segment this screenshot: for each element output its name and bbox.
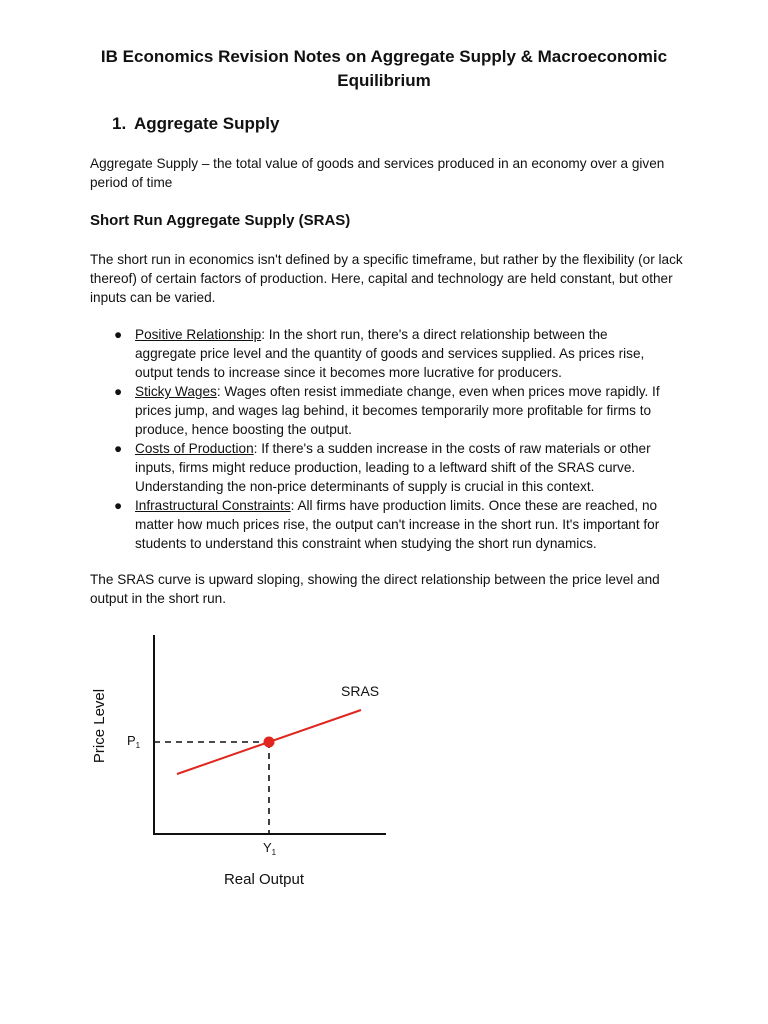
bullet-term: Costs of Production xyxy=(135,441,254,456)
section-heading xyxy=(112,114,279,134)
bullet-term: Sticky Wages xyxy=(135,384,217,399)
list-item xyxy=(112,382,672,439)
bullet-text: : Wages often resist immediate change, even when prices move rapidly. If prices jump, and wages lag behind, it becomes temporarily more profitable for firms to produce, hence boosting the output. xyxy=(135,384,660,437)
list-item xyxy=(112,496,672,553)
list-item xyxy=(112,439,672,496)
x-axis-label: Real Output xyxy=(223,871,305,888)
section-number: 1. xyxy=(112,114,127,133)
definition-paragraph: Aggregate Supply – the total value of goods and services produced in an economy over a given period of time xyxy=(90,156,665,190)
p1-label xyxy=(127,733,141,750)
bullet-text: : If there's a sudden increase in the costs of raw materials or other inputs, firms might reduce production, leading to a leftward shift of the SRAS curve. Understanding the non-price determinants of supply is crucial in this context. xyxy=(135,441,651,494)
y1-label xyxy=(263,840,277,857)
short-run-paragraph: The short run in economics isn't defined by a specific timeframe, but rather by the flexibility (or lack thereof) of certain factors of production. Here, capital and technology are held constant, but other inputs can be varied. xyxy=(90,252,683,305)
list-item xyxy=(112,325,672,382)
equilibrium-point xyxy=(264,737,275,748)
y1-subscript: 1 xyxy=(271,848,277,857)
section-heading-text: Aggregate Supply xyxy=(134,114,280,133)
bullet-term: Infrastructural Constraints xyxy=(135,498,291,513)
bullet-list xyxy=(112,325,672,553)
bullet-term: Positive Relationship xyxy=(135,327,262,342)
sras-subheading: Short Run Aggregate Supply (SRAS) xyxy=(90,212,351,229)
sras-label: SRAS xyxy=(341,683,380,699)
p1-letter: P xyxy=(127,733,136,748)
bullet-text: : In the short run, there's a direct relationship between the aggregate price level and the quantity of goods and services supplied. As prices rise, output tends to increase since it becomes more lucrative for producers. xyxy=(135,327,645,380)
sras-chart xyxy=(80,625,410,900)
curve-paragraph: The SRAS curve is upward sloping, showing the direct relationship between the price level and output in the short run. xyxy=(90,572,660,606)
y-axis-label: Price Level xyxy=(91,688,108,764)
p1-subscript: 1 xyxy=(135,741,141,750)
bullet-text: : All firms have production limits. Once these are reached, no matter how much prices rise, the output can't increase in the short run. It's important for students to understand this constraint when studying the short run dynamics. xyxy=(135,498,660,551)
bullet-icon: ● xyxy=(114,441,123,456)
y1-letter: Y xyxy=(263,840,272,855)
bullet-icon: ● xyxy=(114,327,123,342)
bullet-icon: ● xyxy=(114,498,123,513)
document-title: IB Economics Revision Notes on Aggregate Supply & Macroeconomic Equilibrium xyxy=(100,47,668,90)
bullet-icon: ● xyxy=(114,384,123,399)
